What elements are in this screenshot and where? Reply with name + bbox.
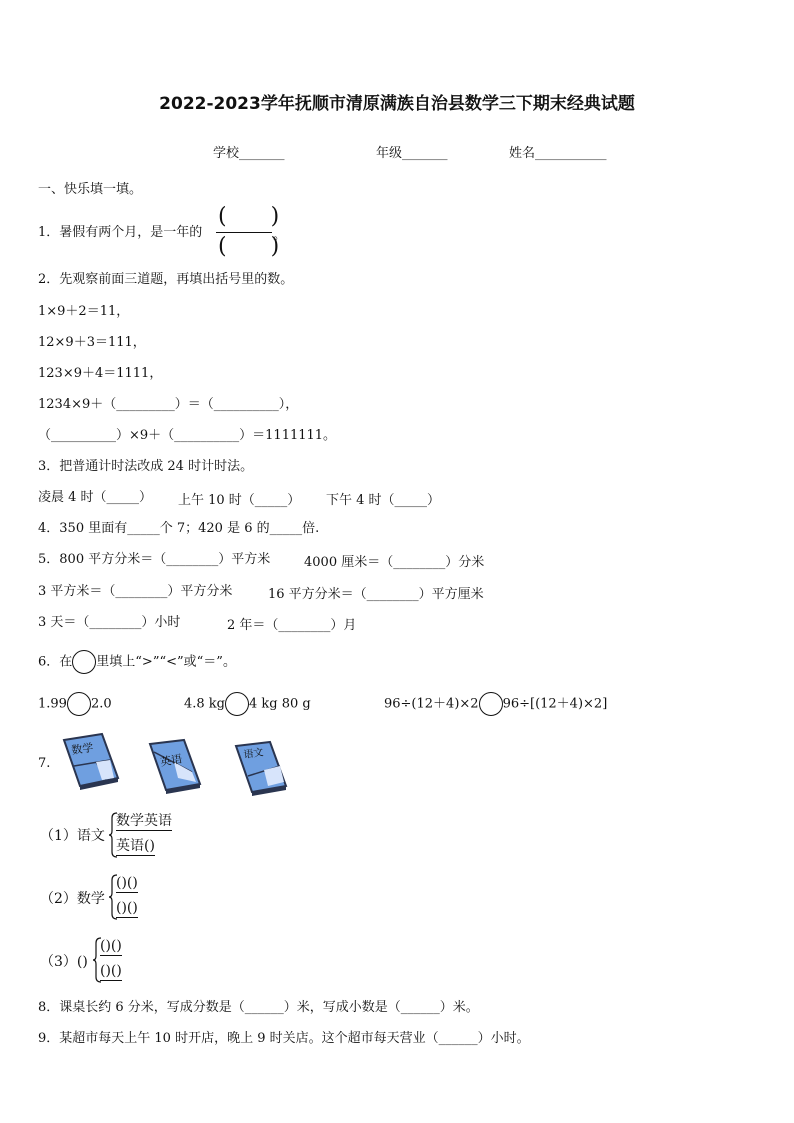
q6-item-2-right: 4 kg 80 g [249, 696, 311, 712]
question-9[interactable]: 9．某超市每天上午 10 时开店，晚上 9 时关店。这个超市每天营业（______）小时。 [38, 1031, 530, 1046]
chinese-book-icon [234, 740, 290, 796]
section-heading: 一、快乐填一填。 [38, 182, 143, 197]
q7-sub3-label[interactable]: （3）() [40, 954, 88, 970]
q5-row2-left[interactable]: 3 平方米＝（________）平方分米 [38, 584, 233, 599]
english-book-icon [148, 738, 204, 794]
name-field[interactable]: 姓名___________ [509, 146, 607, 161]
school-field[interactable]: 学校_______ [213, 146, 285, 161]
q2-line-1: 1×9＋2＝11， [38, 304, 130, 319]
page-title: 2022-2023学年抚顺市清原满族自治县数学三下期末经典试题 [159, 94, 635, 114]
math-book-label: 数学 [70, 741, 95, 757]
q2-line-4[interactable]: 1234×9＋（_________）＝（__________）， [38, 397, 299, 412]
q6-item-2-left: 4.8 kg [184, 696, 226, 712]
q6-item-3-left: 96÷(12＋4)×2 [384, 696, 479, 712]
question-4[interactable]: 4．350 里面有_____个 7；420 是 6 的_____倍. [38, 521, 320, 536]
grade-field[interactable]: 年级_______ [376, 146, 448, 161]
q7-sub1-top[interactable]: 数学英语 [116, 813, 172, 829]
q2-line-2: 12×9＋3＝111， [38, 335, 146, 350]
q6-item-3-right: 96÷[(12＋4)×2] [502, 696, 608, 712]
question-7: 7. [38, 756, 51, 771]
q6-before: 6．在 [38, 654, 73, 670]
q7-sub3-bottom[interactable]: ()() [100, 963, 122, 979]
fraction-bar [216, 232, 272, 233]
q6-after: 里填上“>”“<”或“＝”。 [96, 654, 236, 670]
question-2: 2．先观察前面三道题，再填出括号里的数。 [38, 272, 294, 287]
q5-row1-right[interactable]: 4000 厘米＝（________）分米 [304, 555, 485, 570]
q7-sub1-label: （1）语文 [40, 828, 105, 844]
q1-end: 。 [273, 228, 287, 243]
compare-circle-2[interactable] [225, 692, 249, 716]
math-book-icon [62, 732, 122, 790]
q1-denominator: ( ) [218, 234, 280, 259]
circle-icon [72, 650, 96, 674]
q7-sub2-label: （2）数学 [40, 891, 105, 907]
q7-sub1-bottom[interactable]: 英语() [116, 838, 155, 854]
q6-item-1-left: 1.99 [38, 696, 67, 712]
question-6 [38, 650, 236, 674]
question-1 [38, 224, 202, 242]
q5-row3-left[interactable]: 3 天＝（________）小时 [38, 615, 181, 630]
chinese-book-label: 语文 [242, 747, 265, 761]
q2-line-5[interactable]: （__________）×9＋（__________）＝1111111。 [38, 428, 337, 443]
compare-circle-1[interactable] [67, 692, 91, 716]
compare-circle-3[interactable] [479, 692, 503, 716]
q7-sub2-top[interactable]: ()() [116, 875, 138, 891]
q3-item-2[interactable]: 上午 10 时（_____） [178, 493, 301, 508]
q7-sub2-bottom[interactable]: ()() [116, 900, 138, 916]
q5-row3-right[interactable]: 2 年＝（________）月 [227, 618, 357, 633]
english-book-label: 英语 [159, 752, 184, 769]
q6-item-1 [38, 692, 112, 716]
q1-fraction[interactable] [216, 204, 280, 259]
q3-item-1[interactable]: 凌晨 4 时（_____） [38, 490, 153, 505]
q6-item-2 [184, 692, 311, 716]
q1-numerator: ( ) [218, 204, 280, 229]
q5-row1-left[interactable]: 5．800 平方分米＝（________）平方米 [38, 552, 271, 567]
q5-row2-right[interactable]: 16 平方分米＝（________）平方厘米 [268, 587, 484, 602]
q1-text: 1．暑假有两个月，是一年的 [38, 225, 203, 240]
question-3: 3．把普通计时法改成 24 时计时法。 [38, 459, 254, 474]
q6-item-3 [384, 692, 607, 716]
q2-line-3: 123×9＋4＝1111， [38, 366, 163, 381]
q6-item-1-right: 2.0 [90, 696, 112, 712]
question-8[interactable]: 8．课桌长约 6 分米，写成分数是（______）米，写成小数是（______）米。 [38, 1000, 479, 1015]
q7-sub3-top[interactable]: ()() [100, 938, 122, 954]
q3-item-3[interactable]: 下午 4 时（_____） [326, 493, 441, 508]
